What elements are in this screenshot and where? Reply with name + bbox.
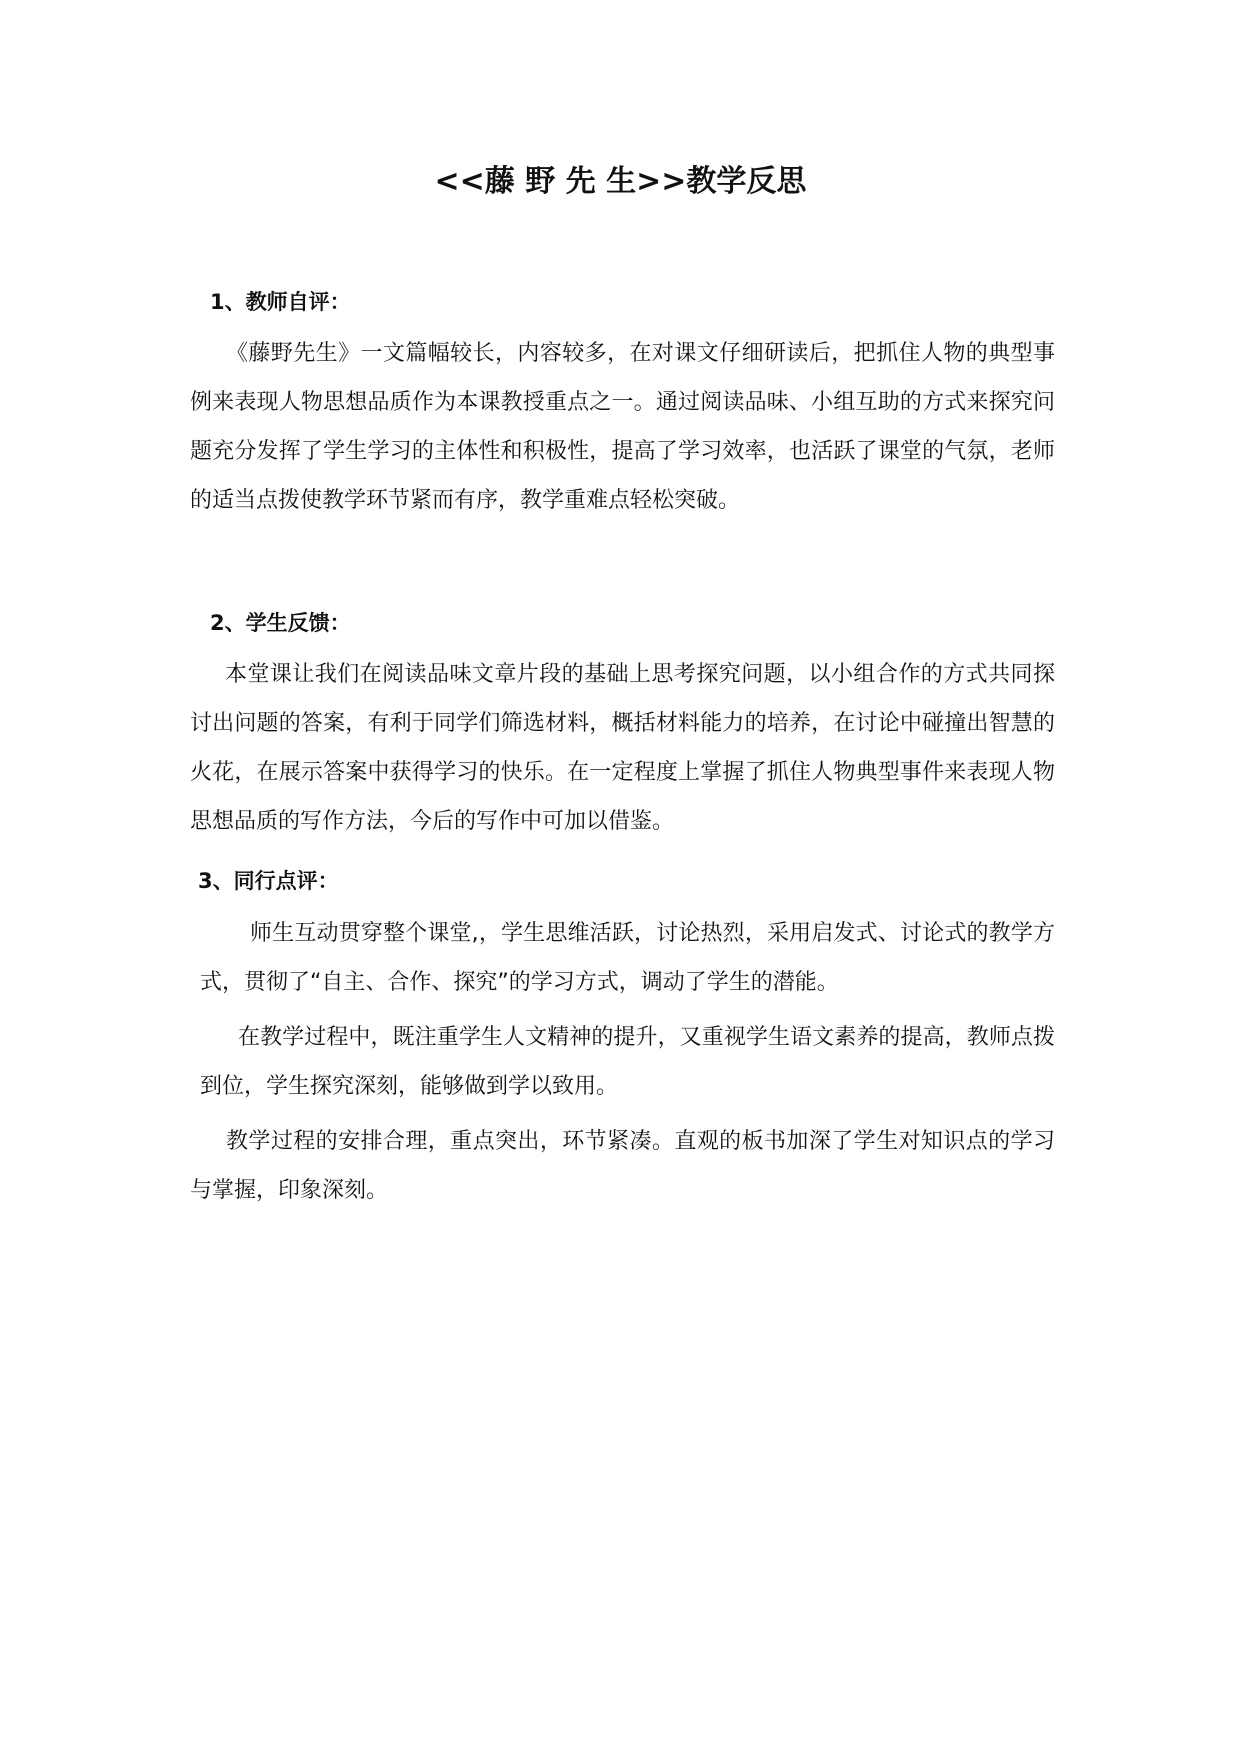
section-heading-student-feedback: 2、学生反馈： xyxy=(210,611,351,635)
paragraph-teacher-self-evaluation: 《藤野先生》一文篇幅较长，内容较多，在对课文仔细研读后，把抓住人物的典型事例来表现人物思想品质作为本课教授重点之一。通过阅读品味、小组互助的方式来探究问题充分发挥了学生学习的主体性和积极性，提高了学习效率，也活跃了课堂的气氛，老师的适当点拨使教学环节紧而有序，教学重难点轻松突破。 xyxy=(190,341,1055,513)
paragraph-student-feedback: 本堂课让我们在阅读品味文章片段的基础上思考探究问题，以小组合作的方式共同探讨出问题的答案，有利于同学们筛选材料，概括材料能力的培养，在讨论中碰撞出智慧的火花，在展示答案中获得学习的快乐。在一定程度上掌握了抓住人物典型事件来表现人物思想品质的写作方法，今后的写作中可加以借鉴。 xyxy=(190,662,1055,834)
paragraph-peer-review-2: 在教学过程中，既注重学生人文精神的提升，又重视学生语文素养的提高，教师点拨到位，学生探究深刻，能够做到学以致用。 xyxy=(200,1025,1055,1099)
paragraph-peer-review-1: 师生互动贯穿整个课堂,，学生思维活跃，讨论热烈，采用启发式、讨论式的教学方式，贯彻了“自主、合作、探究”的学习方式，调动了学生的潜能。 xyxy=(200,921,1055,995)
section-heading-peer-review: 3、同行点评： xyxy=(198,869,339,893)
paragraph-peer-review-3: 教学过程的安排合理，重点突出，环节紧凑。直观的板书加深了学生对知识点的学习与掌握，印象深刻。 xyxy=(190,1129,1055,1203)
section-heading-teacher-self-evaluation: 1、教师自评： xyxy=(210,290,351,314)
document-title: <<藤 野 先 生>>教学反思 xyxy=(434,164,807,199)
